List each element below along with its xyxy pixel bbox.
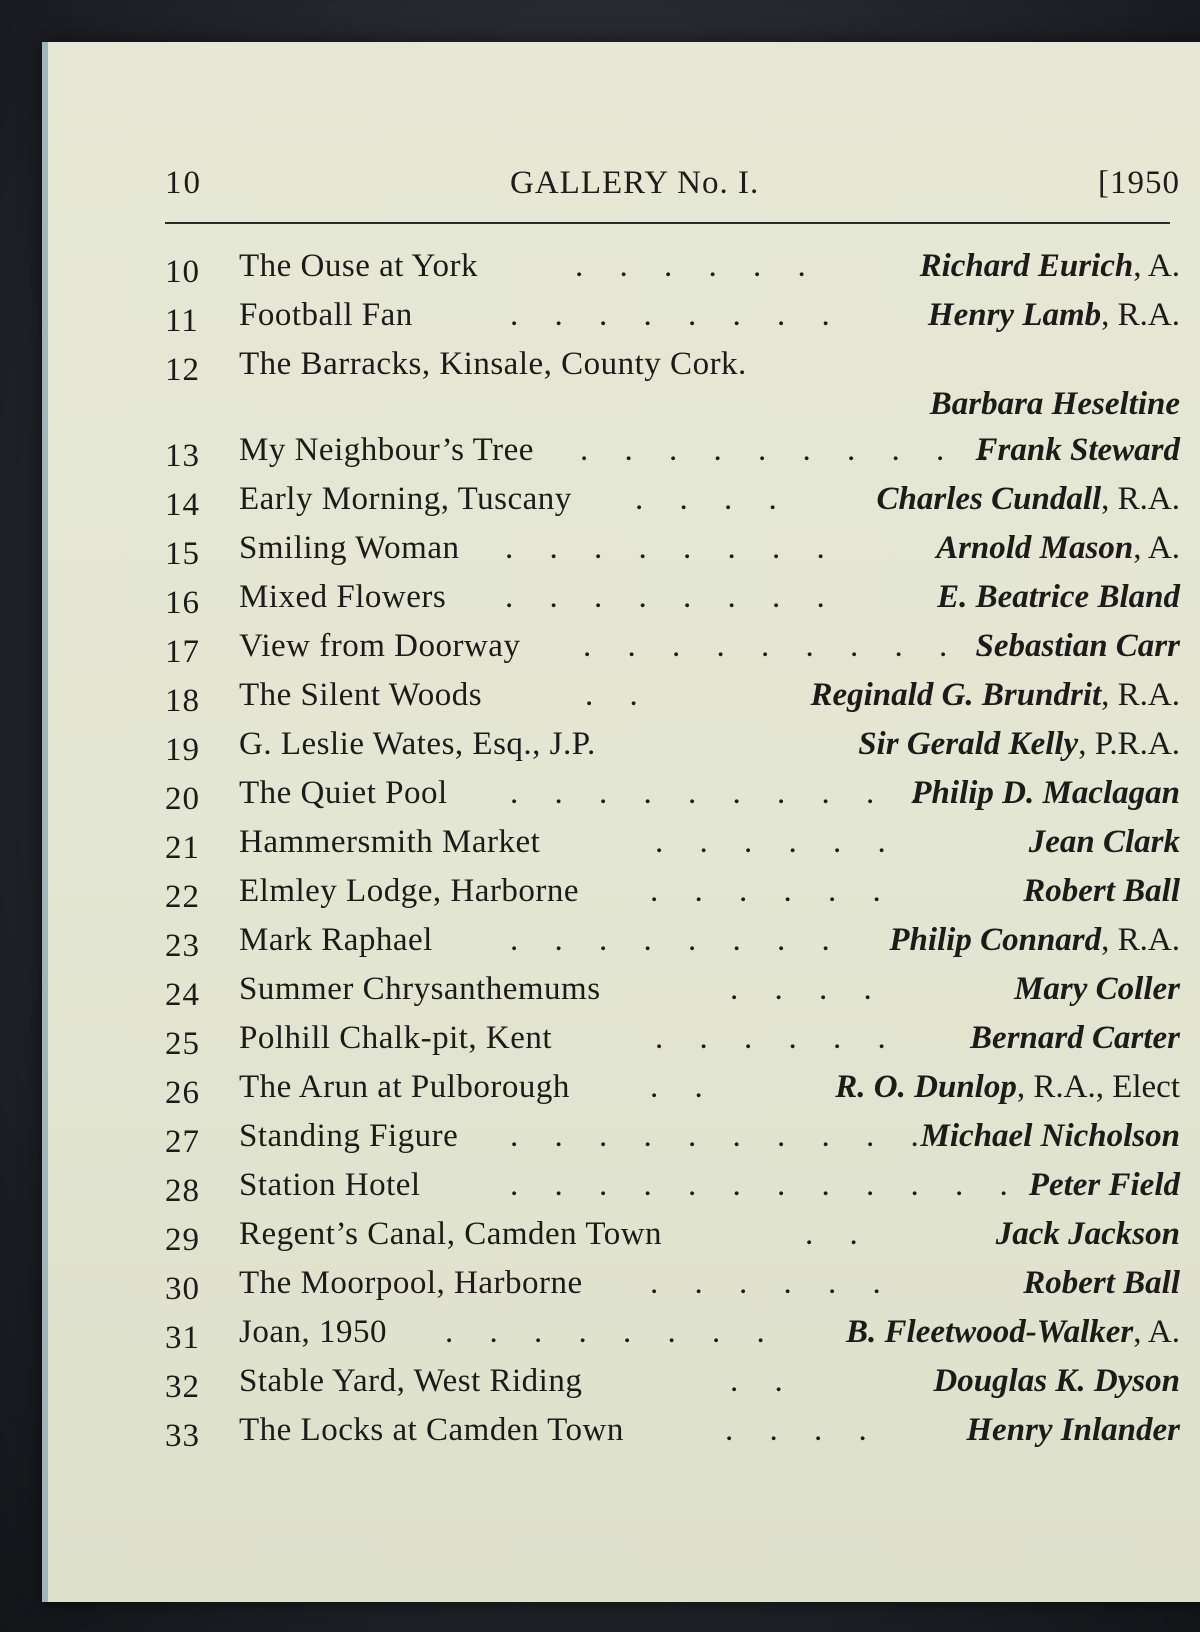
artist-name: Henry Inlander [966,1412,1180,1448]
leader-dots: . . . . . . . . [510,297,844,333]
artist-name: Henry Lamb [927,297,1102,333]
leader-dots: . . . . . . . . [445,1314,779,1350]
entry-title: Station Hotel [239,1167,421,1203]
artist-honours: , A. [1133,1314,1180,1350]
catalogue-entry [165,726,1180,775]
entry-artist [1029,824,1180,861]
entry-number: 28 [165,1173,200,1209]
artist-name: B. Fleetwood-Walker [846,1314,1134,1350]
entry-artist [835,1069,1180,1106]
leader-dots: . . . . . . . . [505,530,839,566]
entry-number: 33 [165,1418,200,1454]
catalogue-list [165,248,1180,1461]
leader-dots: . . . . . . . . [510,922,844,958]
entry-title: View from Doorway [239,628,521,664]
entry-number: 21 [165,830,200,866]
catalogue-entry [165,775,1180,824]
leader-dots: . . [805,1216,872,1252]
entry-number: 10 [165,254,200,290]
leader-dots: . . . . . . . . . . [583,628,1006,664]
artist-name: Sebastian Carr [975,628,1180,664]
entry-title: Early Morning, Tuscany [239,481,572,517]
artist-name: Philip Connard [889,922,1102,958]
artist-name: E. Beatrice Bland [937,579,1180,615]
entry-title: The Barracks, Kinsale, County Cork. [239,346,747,382]
entry-number: 14 [165,487,200,523]
leader-dots: . . . . . . . . . . [510,775,933,811]
catalogue-entry [165,1363,1180,1412]
entry-title: Stable Yard, West Riding [239,1363,583,1399]
leader-dots: . . . . . . . . . . . . [510,1167,1022,1203]
catalogue-entry [165,481,1180,530]
entry-title: Smiling Woman [239,530,460,566]
entry-title: Polhill Chalk-pit, Kent [239,1020,553,1056]
artist-honours: , R.A., Elect [1016,1069,1180,1105]
entry-artist [846,1314,1180,1351]
artist-name: Douglas K. Dyson [933,1363,1180,1399]
leader-dots: . . . . . . [655,824,900,860]
artist-honours: , R.A. [1101,481,1180,517]
catalogue-entry [165,677,1180,726]
entry-number: 15 [165,536,200,572]
entry-number: 23 [165,928,200,964]
entry-title: Hammersmith Market [239,824,541,860]
leader-dots: . . [585,677,652,713]
entry-artist [976,628,1180,665]
entry-number: 26 [165,1075,200,1111]
artist-name: Frank Steward [975,432,1180,468]
leader-dots: . . [650,1069,717,1105]
entry-number: 13 [165,438,200,474]
artist-name: Philip D. Maclagan [911,775,1180,811]
leader-dots: . . . . . . . . . . [510,1118,933,1154]
entry-artist [858,726,1180,763]
entry-artist [936,530,1180,567]
catalogue-entry [165,1167,1180,1216]
catalogue-entry [165,530,1180,579]
catalogue-entry [165,1314,1180,1363]
entry-number: 32 [165,1369,200,1405]
entry-artist [928,297,1180,334]
artist-name: Arnold Mason [936,530,1134,566]
page-number: 10 [165,165,202,201]
leader-dots: . . . . . . [575,248,820,284]
entry-title: The Quiet Pool [239,775,448,811]
catalogue-entry [165,1412,1180,1461]
catalogue-entry [165,628,1180,677]
entry-artist [930,386,1180,423]
artist-name: Robert Ball [1023,1265,1180,1301]
entry-title: Mark Raphael [239,922,433,958]
catalogue-entry [165,873,1180,922]
artist-honours: , A. [1133,248,1180,284]
catalogue-entry [165,346,1180,432]
artist-name: R. O. Dunlop [835,1069,1017,1105]
entry-artist [933,1363,1180,1400]
catalogue-entry [165,1020,1180,1069]
entry-number: 25 [165,1026,200,1062]
entry-artist [921,1118,1180,1155]
catalogue-entry [165,971,1180,1020]
entry-artist [996,1216,1180,1253]
entry-title: Elmley Lodge, Harborne [239,873,579,909]
artist-name: Sir Gerald Kelly [858,726,1079,762]
entry-title: Mixed Flowers [239,579,447,615]
entry-number: 19 [165,732,200,768]
gallery-title: GALLERY No. I. [510,165,760,201]
page-header [165,165,1180,215]
entry-number: 11 [165,303,199,339]
artist-name: Reginald G. Brundrit [810,677,1102,713]
catalogue-entry [165,922,1180,971]
artist-name: Robert Ball [1023,873,1180,909]
catalogue-entry [165,1069,1180,1118]
leader-dots: . . . . . . . . [505,579,839,615]
entry-title: Football Fan [239,297,413,333]
catalogue-entry [165,1118,1180,1167]
catalogue-entry [165,1265,1180,1314]
entry-title: G. Leslie Wates, Esq., J.P. [239,726,596,762]
entry-title: The Silent Woods [239,677,483,713]
catalogue-entry [165,297,1180,346]
leader-dots: . . . . [725,1412,881,1448]
entry-title: The Locks at Camden Town [239,1412,624,1448]
entry-artist [810,677,1180,714]
catalogue-entry [165,248,1180,297]
artist-honours: , R.A. [1101,297,1180,333]
entry-number: 17 [165,634,200,670]
entry-title: The Moorpool, Harborne [239,1265,583,1301]
entry-title: Joan, 1950 [239,1314,387,1350]
entry-title: The Ouse at York [239,248,478,284]
artist-name: Richard Eurich [919,248,1134,284]
artist-honours: , A. [1133,530,1180,566]
entry-artist [1023,1265,1180,1302]
entry-artist [920,248,1180,285]
catalogue-entry [165,824,1180,873]
entry-artist [966,1412,1180,1449]
catalogue-entry [165,579,1180,628]
artist-name: Michael Nicholson [920,1118,1180,1154]
leader-dots: . . . . [730,971,886,1007]
artist-name: Peter Field [1028,1167,1180,1203]
artist-name: Mary Coller [1014,971,1180,1007]
entry-number: 16 [165,585,200,621]
entry-artist [1014,971,1180,1008]
entry-number: 31 [165,1320,200,1356]
entry-title: Regent’s Canal, Camden Town [239,1216,663,1252]
entry-artist [911,775,1180,812]
artist-name: Charles Cundall [876,481,1102,517]
leader-dots: . . . . . . [655,1020,900,1056]
artist-honours: , R.A. [1101,677,1180,713]
entry-number: 18 [165,683,200,719]
leader-dots: . . . . . . [650,873,895,909]
entry-number: 29 [165,1222,200,1258]
year-label: [1950 [1098,165,1180,201]
artist-name: Jean Clark [1028,824,1180,860]
leader-dots: . . . . . . . . . . [580,432,1003,468]
entry-title: Standing Figure [239,1118,459,1154]
artist-honours: , P.R.A. [1078,726,1180,762]
entry-number: 22 [165,879,200,915]
entry-title: The Arun at Pulborough [239,1069,570,1105]
artist-name: Barbara Heseltine [929,386,1180,422]
leader-dots: . . . . [635,481,791,517]
entry-artist [1023,873,1180,910]
entry-number: 12 [165,352,200,388]
catalogue-entry [165,1216,1180,1265]
catalogue-entry [165,432,1180,481]
entry-number: 20 [165,781,200,817]
entry-number: 30 [165,1271,200,1307]
entry-number: 27 [165,1124,200,1160]
entry-artist [1029,1167,1180,1204]
header-rule [165,222,1170,224]
leader-dots: . . [730,1363,797,1399]
entry-title: My Neighbour’s Tree [239,432,534,468]
entry-title: Summer Chrysanthemums [239,971,601,1007]
entry-artist [976,432,1180,469]
entry-artist [970,1020,1180,1057]
artist-name: Bernard Carter [970,1020,1180,1056]
entry-number: 24 [165,977,200,1013]
entry-artist [889,922,1180,959]
artist-honours: , R.A. [1101,922,1180,958]
entry-artist [876,481,1180,518]
leader-dots: . . . . . . [650,1265,895,1301]
entry-artist [937,579,1180,616]
artist-name: Jack Jackson [995,1216,1180,1252]
